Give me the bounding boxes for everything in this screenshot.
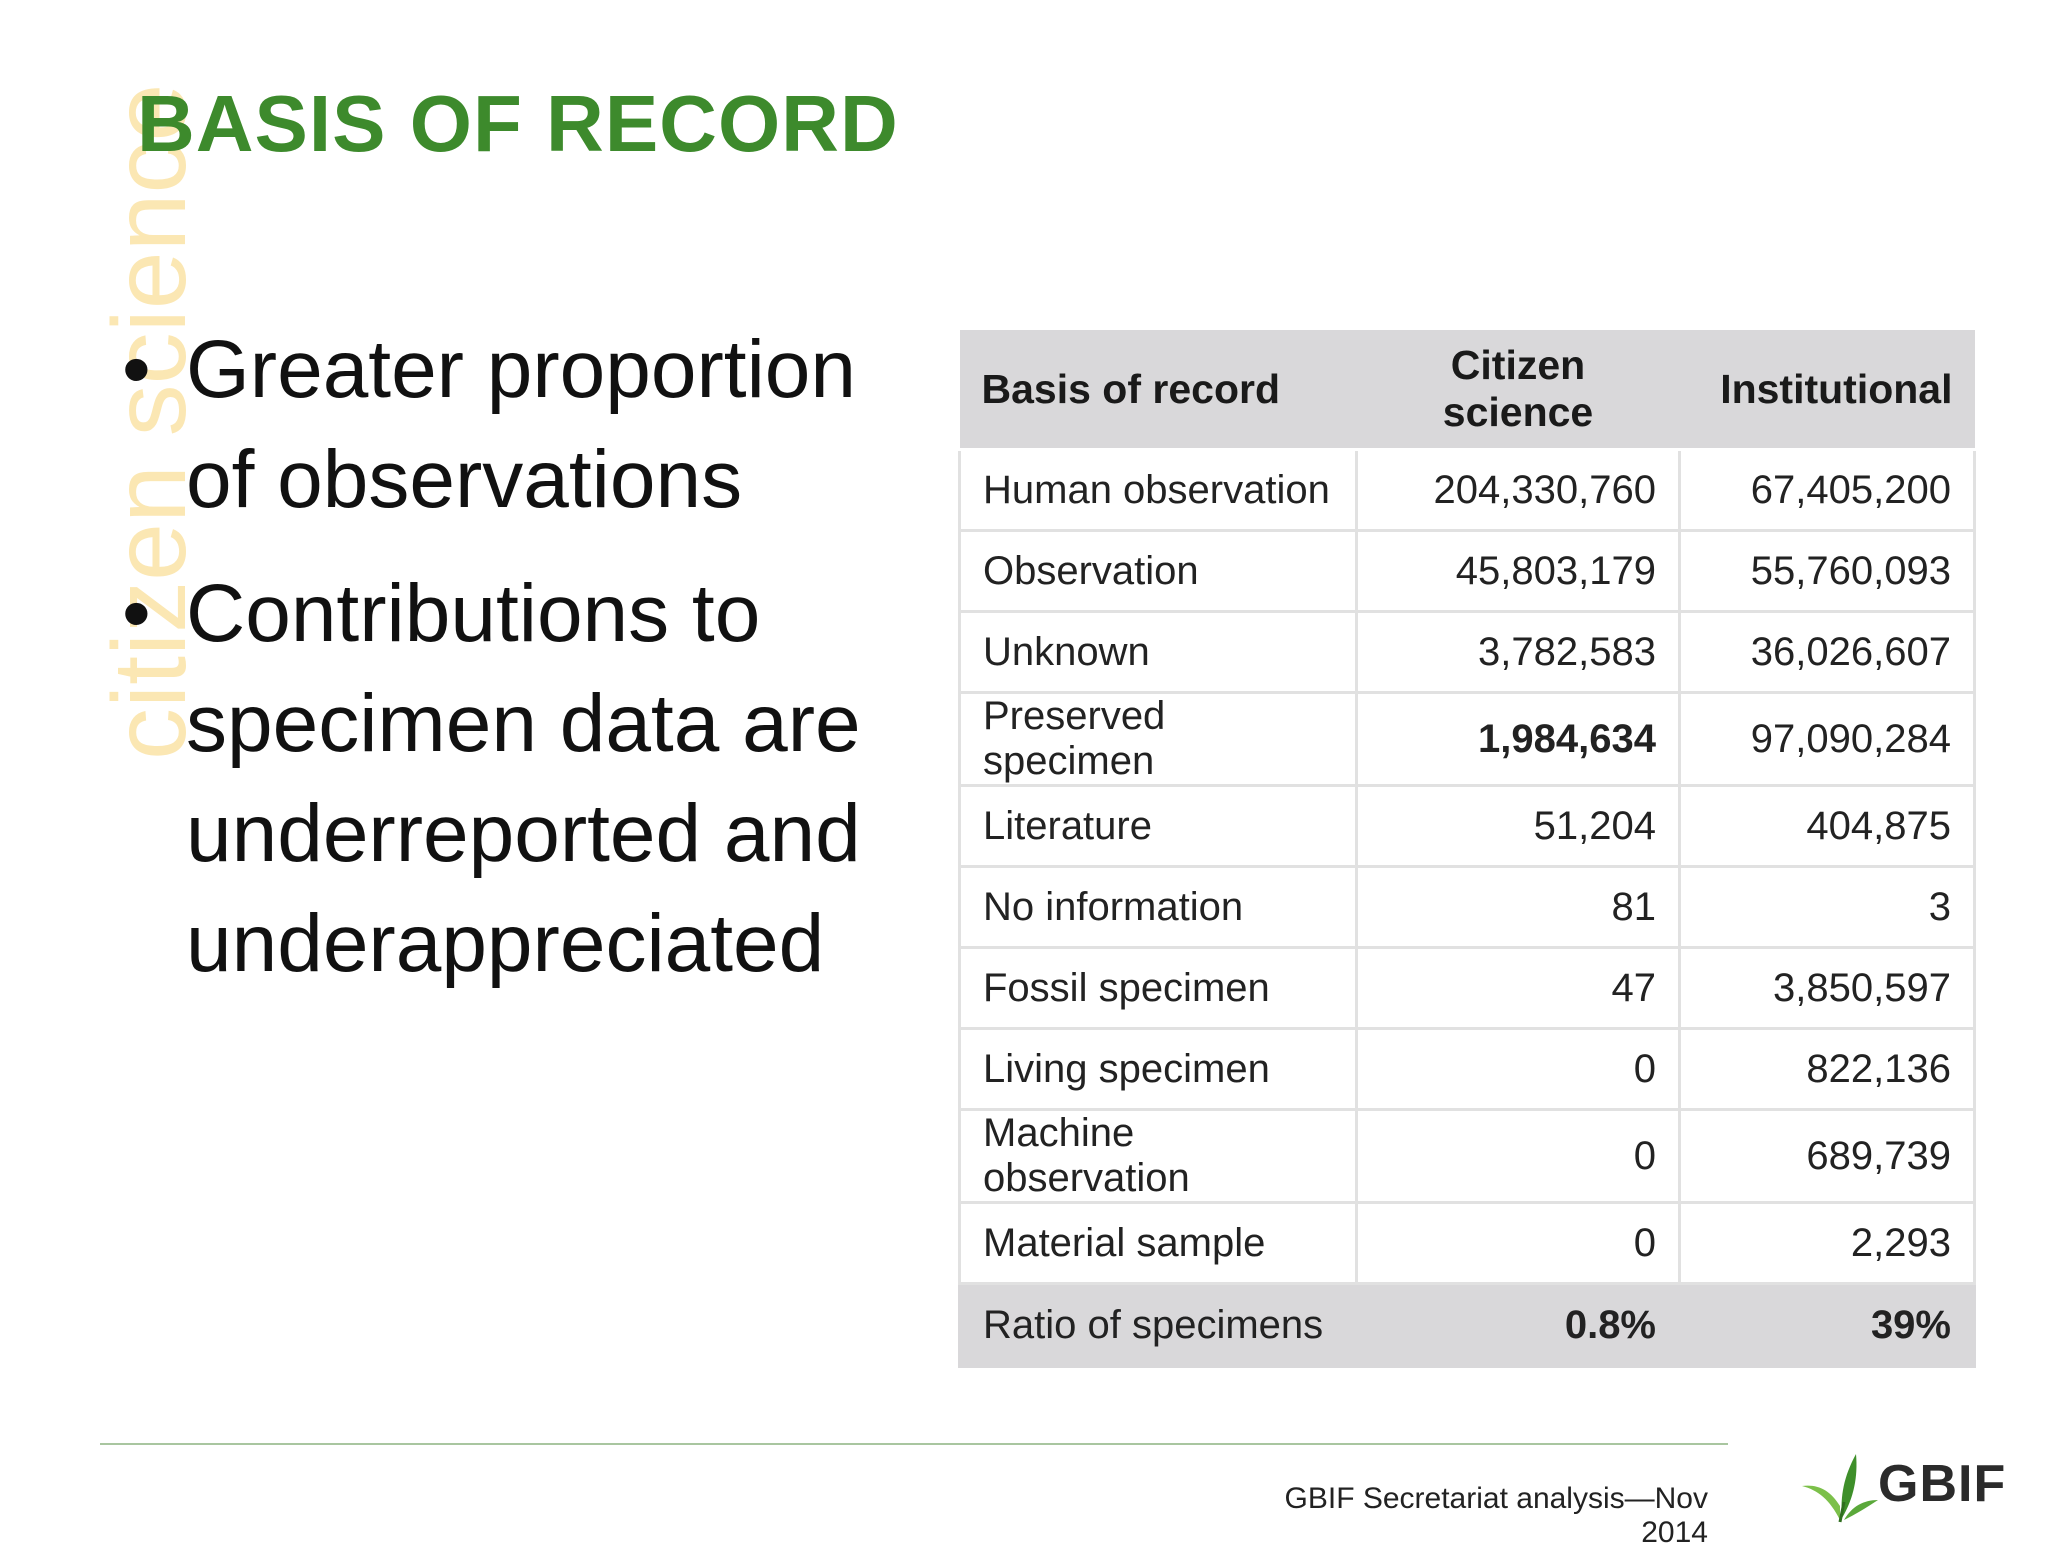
table-row [960, 450, 1975, 531]
table-row [960, 1110, 1975, 1203]
institutional-value: 3 [1680, 867, 1975, 948]
row-label: Unknown [960, 612, 1357, 693]
footer-divider [100, 1443, 1728, 1445]
basis-of-record-table [958, 330, 1976, 1368]
institutional-value: 3,850,597 [1680, 948, 1975, 1029]
table-row [960, 786, 1975, 867]
row-label: Fossil specimen [960, 948, 1357, 1029]
table-row [960, 1203, 1975, 1284]
slide-title: BASIS OF RECORD [137, 79, 899, 168]
gbif-logo [1800, 1440, 2007, 1530]
ratio-row [960, 1284, 1975, 1367]
bullet-item: • Contributions to specimen data are underreported and underappreciated [118, 559, 908, 999]
logo-text: GBIF [1878, 1455, 2007, 1513]
column-header-basis: Basis of record [960, 330, 1357, 450]
institutional-value: 36,026,607 [1680, 612, 1975, 693]
institutional-value: 822,136 [1680, 1029, 1975, 1110]
table-row [960, 531, 1975, 612]
row-label: Preserved specimen [960, 693, 1357, 786]
institutional-value: 689,739 [1680, 1110, 1975, 1203]
citizen-science-value-highlighted: 1,984,634 [1357, 693, 1680, 786]
citizen-science-value: 81 [1357, 867, 1680, 948]
citizen-science-value: 0 [1357, 1110, 1680, 1203]
column-header-institutional: Institutional [1680, 330, 1975, 450]
institutional-value: 404,875 [1680, 786, 1975, 867]
row-label: Machine observation [960, 1110, 1357, 1203]
row-label: Literature [960, 786, 1357, 867]
table-row [960, 612, 1975, 693]
table-row [960, 948, 1975, 1029]
table-row [960, 867, 1975, 948]
table-row [960, 1029, 1975, 1110]
bullet-item: • Greater proportion of observations [118, 315, 908, 535]
bullet-list [118, 315, 908, 1023]
institutional-value: 55,760,093 [1680, 531, 1975, 612]
column-header-citizen-science: Citizen science [1357, 330, 1680, 450]
table-header-row [960, 330, 1975, 450]
ratio-citizen-science: 0.8% [1357, 1284, 1680, 1367]
table-row [960, 693, 1975, 786]
ratio-institutional: 39% [1680, 1284, 1975, 1367]
institutional-value: 67,405,200 [1680, 450, 1975, 531]
row-label: No information [960, 867, 1357, 948]
ratio-label: Ratio of specimens [960, 1284, 1357, 1367]
citizen-science-value: 0 [1357, 1203, 1680, 1284]
source-note: GBIF Secretariat analysis—Nov 2014 [1284, 1482, 1708, 1549]
citizen-science-value: 204,330,760 [1357, 450, 1680, 531]
row-label: Observation [960, 531, 1357, 612]
leaf-icon [1800, 1440, 1880, 1530]
institutional-value: 2,293 [1680, 1203, 1975, 1284]
citizen-science-value: 47 [1357, 948, 1680, 1029]
citizen-science-value: 51,204 [1357, 786, 1680, 867]
citizen-science-value: 45,803,179 [1357, 531, 1680, 612]
institutional-value: 97,090,284 [1680, 693, 1975, 786]
row-label: Living specimen [960, 1029, 1357, 1110]
citizen-science-value: 3,782,583 [1357, 612, 1680, 693]
row-label: Material sample [960, 1203, 1357, 1284]
side-label-citizen-science: citizen science [92, 83, 208, 760]
row-label: Human observation [960, 450, 1357, 531]
citizen-science-value: 0 [1357, 1029, 1680, 1110]
